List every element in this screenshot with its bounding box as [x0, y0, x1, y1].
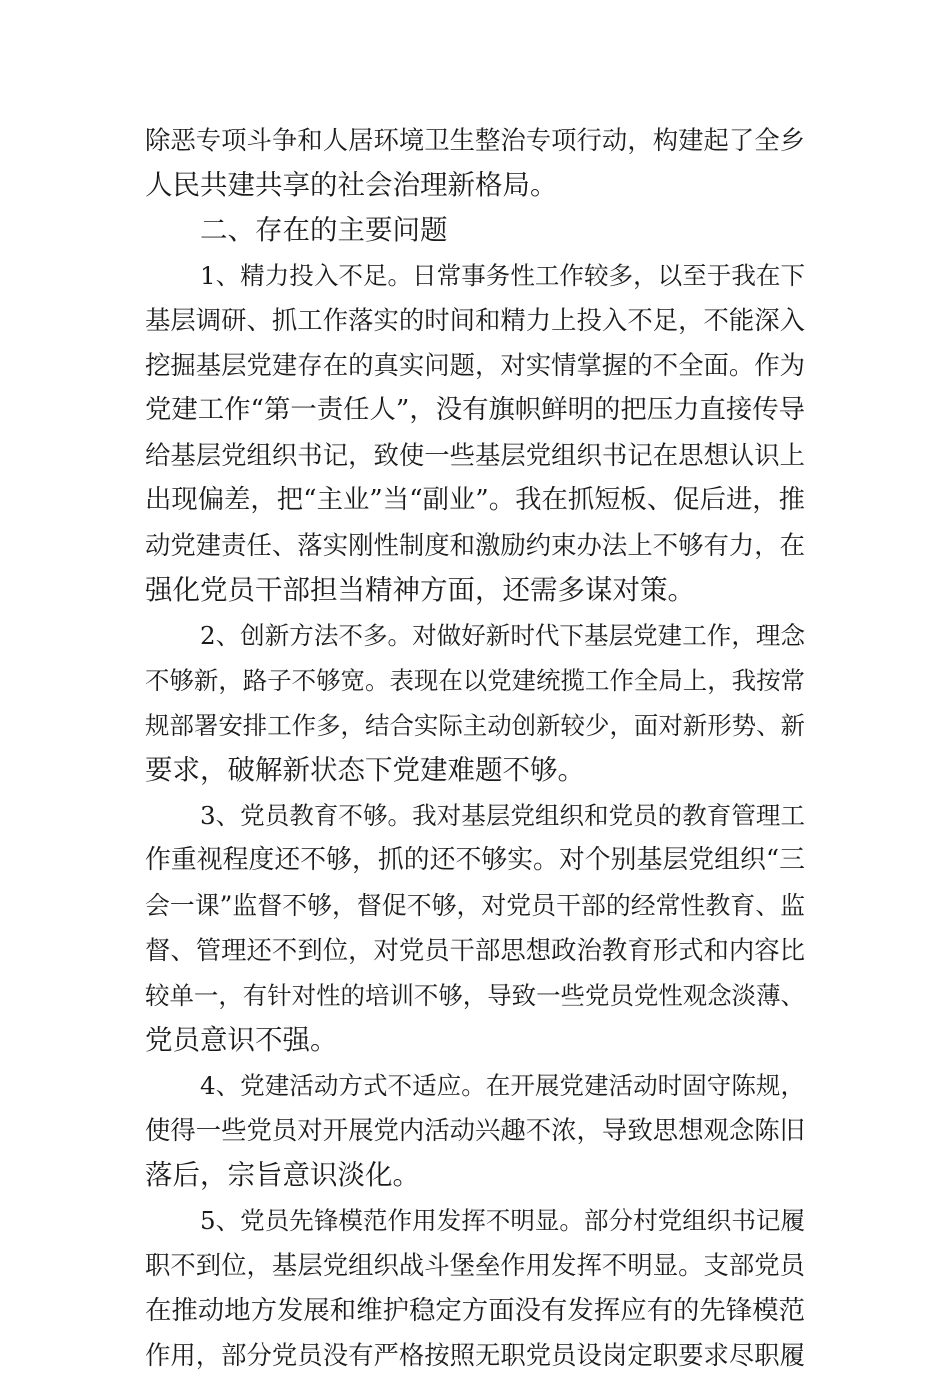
paragraph-line: 给基层党组织书记，致使一些基层党组织书记在思想认识上 — [145, 440, 805, 470]
paragraph-line: 人民共建共享的社会治理新格局。 — [145, 169, 558, 201]
paragraph-line: 1、精力投入不足。日常事务性工作较多，以至于我在下 — [200, 261, 805, 290]
paragraph-line: 作重视程度还不够，抓的还不够实。对个别基层党组织“三 — [145, 845, 805, 875]
paragraph-line: 3、党员教育不够。我对基层党组织和党员的教育管理工 — [200, 801, 805, 830]
paragraph-line: 不够新，路子不够宽。表现在以党建统揽工作全局上，我按常 — [145, 666, 805, 695]
paragraph-line: 基层调研、抓工作落实的时间和精力上投入不足，不能深入 — [145, 305, 805, 335]
paragraph-line: 要求，破解新状态下党建难题不够。 — [145, 754, 585, 786]
paragraph-line: 2、创新方法不多。对做好新时代下基层党建工作，理念 — [200, 621, 805, 650]
paragraph-line: 落后，宗旨意识淡化。 — [145, 1159, 420, 1191]
paragraph-line: 出现偏差，把“主业”当“副业”。我在抓短板、促后进，推 — [145, 485, 805, 515]
paragraph-line: 督、管理还不到位，对党员干部思想政治教育形式和内容比 — [145, 935, 805, 965]
paragraph-line: 作用，部分党员没有严格按照无职党员设岗定职要求尽职履 — [145, 1340, 805, 1370]
paragraph-line: 动党建责任、落实刚性制度和激励约束办法上不够有力，在 — [145, 530, 805, 560]
paragraph-line: 党员意识不强。 — [145, 1024, 338, 1056]
paragraph-line: 规部署安排工作多，结合实际主动创新较少，面对新形势、新 — [145, 711, 805, 740]
section-heading: 二、存在的主要问题 — [200, 214, 448, 246]
paragraph-line: 在推动地方发展和维护稳定方面没有发挥应有的先锋模范 — [145, 1295, 805, 1326]
paragraph-line: 挖掘基层党建存在的真实问题，对实情掌握的不全面。作为 — [145, 350, 805, 380]
paragraph-line: 5、党员先锋模范作用发挥不明显。部分村党组织书记履 — [200, 1206, 805, 1235]
paragraph-line: 强化党员干部担当精神方面，还需多谋对策。 — [145, 574, 695, 606]
paragraph-line: 使得一些党员对开展党内活动兴趣不浓，导致思想观念陈旧 — [145, 1115, 805, 1145]
paragraph-line: 职不到位，基层党组织战斗堡垒作用发挥不明显。支部党员 — [145, 1250, 805, 1280]
paragraph-line: 会一课”监督不够，督促不够，对党员干部的经常性教育、监 — [145, 891, 805, 920]
paragraph-line: 党建工作“第一责任人”，没有旗帜鲜明的把压力直接传导 — [145, 395, 805, 425]
document-body — [145, 118, 805, 1378]
paragraph-line: 4、党建活动方式不适应。在开展党建活动时固守陈规， — [200, 1071, 805, 1100]
paragraph-line: 除恶专项斗争和人居环境卫生整治专项行动，构建起了全乡 — [145, 125, 805, 155]
paragraph-line: 较单一，有针对性的培训不够，导致一些党员党性观念淡薄、 — [145, 981, 805, 1010]
